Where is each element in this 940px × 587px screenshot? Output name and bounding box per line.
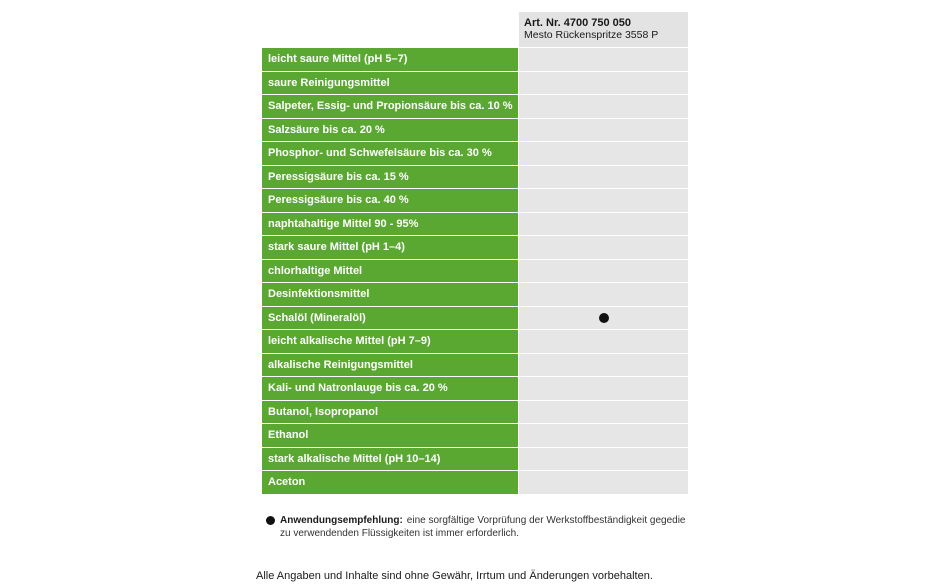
table-row [262, 236, 688, 259]
product-header-cell [519, 12, 688, 47]
table-row [262, 95, 688, 118]
disclaimer: Alle Angaben und Inhalte sind ohne Gewähr, Irrtum und Änderungen vorbehalten. [256, 570, 653, 582]
compatibility-cell [519, 48, 688, 71]
table-body [262, 48, 688, 494]
compatibility-cell [519, 119, 688, 142]
table-row [262, 48, 688, 71]
compatibility-cell [519, 354, 688, 377]
table-row [262, 471, 688, 494]
table-header [262, 12, 688, 47]
compatibility-cell [519, 307, 688, 330]
compatibility-cell [519, 424, 688, 447]
table-row [262, 307, 688, 330]
table-row [262, 213, 688, 236]
compatibility-cell [519, 330, 688, 353]
substance-label: Aceton [262, 471, 518, 494]
compatibility-cell [519, 260, 688, 283]
product-name: Mesto Rückenspritze 3558 P [524, 29, 659, 41]
table-row [262, 72, 688, 95]
legend-text-line1: eine sorgfältige Vorprüfung der Werkstoffbeständigkeit gegedie [406, 515, 686, 526]
substance-label: Ethanol [262, 424, 518, 447]
substance-label: Salzsäure bis ca. 20 % [262, 119, 518, 142]
compatibility-cell [519, 189, 688, 212]
substance-label: Salpeter, Essig- und Propionsäure bis ca. 10 % [262, 95, 518, 118]
legend [266, 514, 685, 540]
table-row [262, 401, 688, 424]
compatibility-cell [519, 236, 688, 259]
legend-text-line2: zu verwendenden Flüssigkeiten ist immer erforderlich. [280, 528, 519, 539]
substance-label: chlorhaltige Mittel [262, 260, 518, 283]
substance-label: Kali- und Natronlauge bis ca. 20 % [262, 377, 518, 400]
table-row [262, 189, 688, 212]
recommendation-dot-icon [599, 313, 609, 323]
table-row [262, 166, 688, 189]
compatibility-cell [519, 401, 688, 424]
recommendation-dot-icon [266, 516, 275, 525]
table-row [262, 354, 688, 377]
substance-label: stark saure Mittel (pH 1–4) [262, 236, 518, 259]
table-row [262, 119, 688, 142]
substance-label: stark alkalische Mittel (pH 10–14) [262, 448, 518, 471]
header-spacer [262, 12, 519, 47]
table-row [262, 330, 688, 353]
compatibility-cell [519, 283, 688, 306]
table-row [262, 448, 688, 471]
substance-label: Butanol, Isopropanol [262, 401, 518, 424]
compatibility-cell [519, 448, 688, 471]
compatibility-cell [519, 95, 688, 118]
substance-label: Phosphor- und Schwefelsäure bis ca. 30 % [262, 142, 518, 165]
substance-label: Schalöl (Mineralöl) [262, 307, 518, 330]
compatibility-table [262, 12, 688, 494]
article-number: Art. Nr. 4700 750 050 [524, 17, 632, 29]
compatibility-cell [519, 72, 688, 95]
substance-label: naphtahaltige Mittel 90 - 95% [262, 213, 518, 236]
table-row [262, 260, 688, 283]
table-row [262, 142, 688, 165]
substance-label: Peressigsäure bis ca. 40 % [262, 189, 518, 212]
compatibility-cell [519, 142, 688, 165]
legend-term: Anwendungsempfehlung: [280, 515, 403, 526]
substance-label: alkalische Reinigungsmittel [262, 354, 518, 377]
compatibility-cell [519, 471, 688, 494]
compatibility-cell [519, 377, 688, 400]
compatibility-cell [519, 166, 688, 189]
compatibility-cell [519, 213, 688, 236]
substance-label: saure Reinigungsmittel [262, 72, 518, 95]
table-row [262, 377, 688, 400]
table-row [262, 424, 688, 447]
substance-label: Peressigsäure bis ca. 15 % [262, 166, 518, 189]
table-row [262, 283, 688, 306]
substance-label: leicht alkalische Mittel (pH 7–9) [262, 330, 518, 353]
substance-label: leicht saure Mittel (pH 5–7) [262, 48, 518, 71]
substance-label: Desinfektionsmittel [262, 283, 518, 306]
